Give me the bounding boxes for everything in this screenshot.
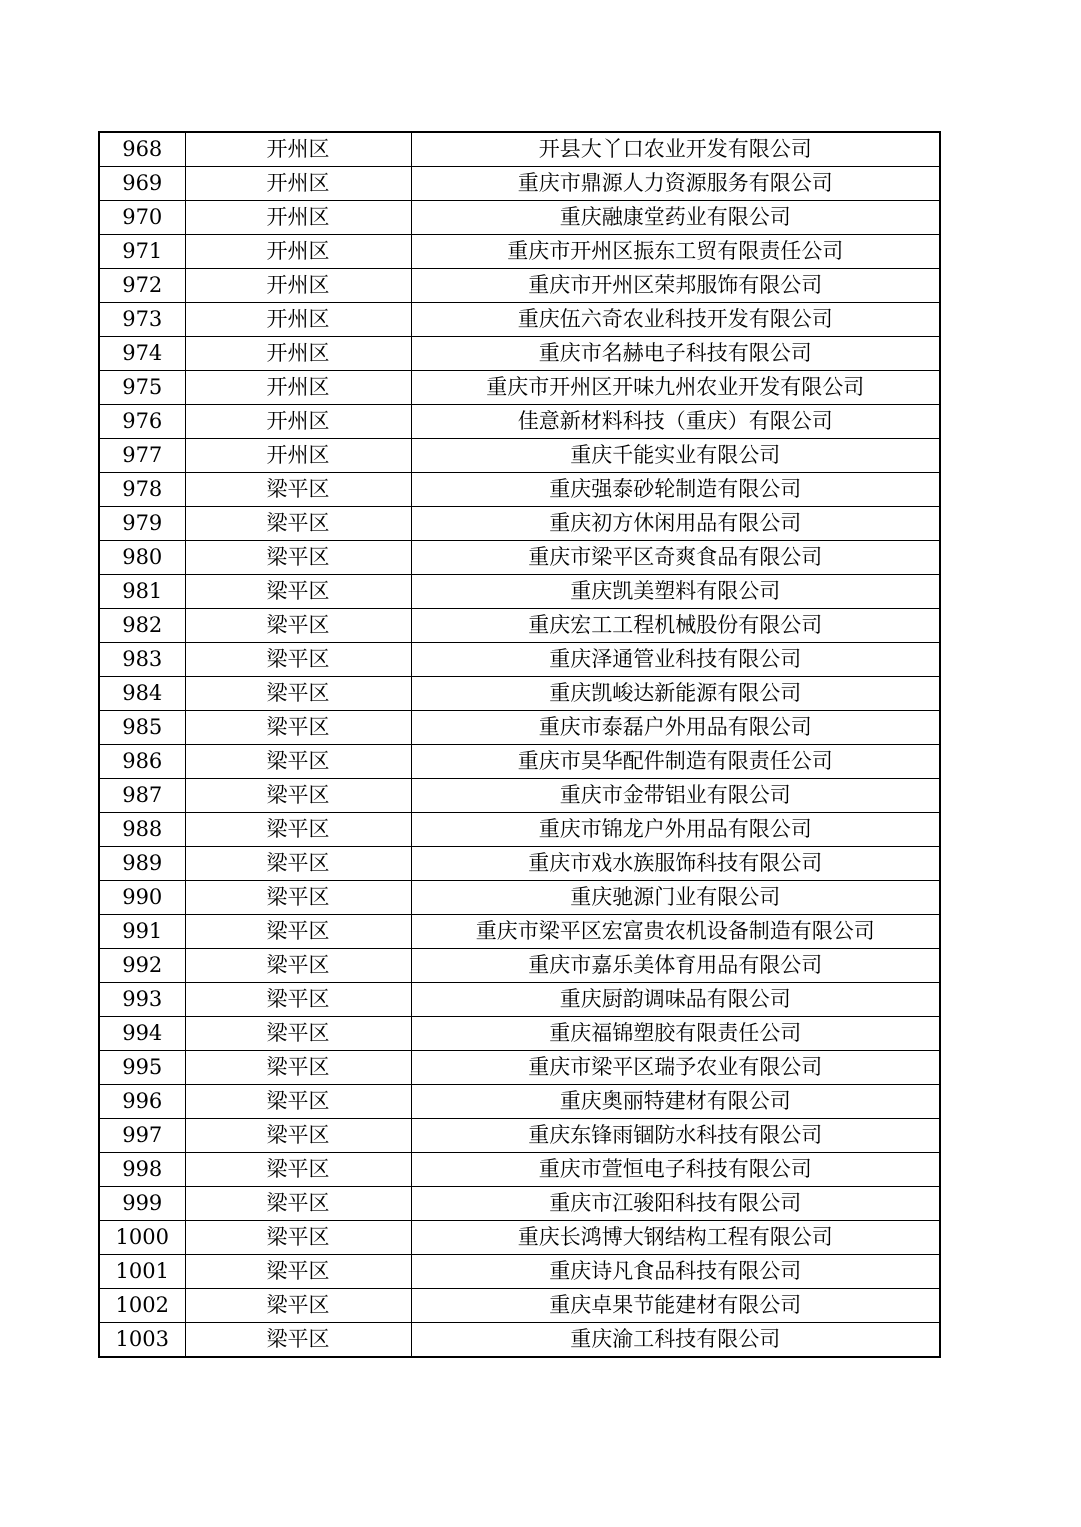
district-cell: 开州区	[185, 132, 411, 167]
company-name-cell: 重庆市名赫电子科技有限公司	[411, 337, 940, 371]
company-list-table	[98, 131, 941, 1358]
company-name-cell: 重庆市梁平区奇爽食品有限公司	[411, 541, 940, 575]
table-row	[99, 269, 940, 303]
district-cell: 梁平区	[185, 1255, 411, 1289]
district-cell: 开州区	[185, 337, 411, 371]
row-number-cell: 991	[99, 915, 185, 949]
district-cell: 梁平区	[185, 881, 411, 915]
district-cell: 开州区	[185, 439, 411, 473]
company-name-cell: 重庆宏工工程机械股份有限公司	[411, 609, 940, 643]
table-row	[99, 609, 940, 643]
district-cell: 梁平区	[185, 1289, 411, 1323]
district-cell: 梁平区	[185, 1187, 411, 1221]
company-name-cell: 重庆市梁平区宏富贵农机设备制造有限公司	[411, 915, 940, 949]
row-number-cell: 971	[99, 235, 185, 269]
table-row	[99, 405, 940, 439]
row-number-cell: 968	[99, 132, 185, 167]
row-number-cell: 995	[99, 1051, 185, 1085]
company-name-cell: 重庆市开州区开味九州农业开发有限公司	[411, 371, 940, 405]
company-name-cell: 重庆融康堂药业有限公司	[411, 201, 940, 235]
table-row	[99, 745, 940, 779]
district-cell: 梁平区	[185, 507, 411, 541]
company-name-cell: 重庆东锋雨锢防水科技有限公司	[411, 1119, 940, 1153]
table-row	[99, 881, 940, 915]
row-number-cell: 986	[99, 745, 185, 779]
district-cell: 开州区	[185, 405, 411, 439]
company-name-cell: 重庆市嘉乐美体育用品有限公司	[411, 949, 940, 983]
district-cell: 梁平区	[185, 1323, 411, 1358]
district-cell: 梁平区	[185, 1085, 411, 1119]
row-number-cell: 972	[99, 269, 185, 303]
row-number-cell: 1001	[99, 1255, 185, 1289]
table-row	[99, 1153, 940, 1187]
district-cell: 梁平区	[185, 1119, 411, 1153]
table-row	[99, 1085, 940, 1119]
company-name-cell: 重庆卓果节能建材有限公司	[411, 1289, 940, 1323]
district-cell: 梁平区	[185, 983, 411, 1017]
company-name-cell: 重庆市鼎源人力资源服务有限公司	[411, 167, 940, 201]
district-cell: 梁平区	[185, 575, 411, 609]
row-number-cell: 976	[99, 405, 185, 439]
table-row	[99, 847, 940, 881]
company-name-cell: 重庆市泰磊户外用品有限公司	[411, 711, 940, 745]
row-number-cell: 975	[99, 371, 185, 405]
company-name-cell: 重庆市金带铝业有限公司	[411, 779, 940, 813]
row-number-cell: 999	[99, 1187, 185, 1221]
row-number-cell: 981	[99, 575, 185, 609]
table-row	[99, 201, 940, 235]
table-row	[99, 915, 940, 949]
company-name-cell: 重庆初方休闲用品有限公司	[411, 507, 940, 541]
table-row	[99, 1017, 940, 1051]
row-number-cell: 980	[99, 541, 185, 575]
row-number-cell: 970	[99, 201, 185, 235]
row-number-cell: 985	[99, 711, 185, 745]
company-name-cell: 重庆福锦塑胶有限责任公司	[411, 1017, 940, 1051]
district-cell: 梁平区	[185, 847, 411, 881]
table-row	[99, 337, 940, 371]
district-cell: 梁平区	[185, 949, 411, 983]
table-row	[99, 1221, 940, 1255]
company-name-cell: 重庆泽通管业科技有限公司	[411, 643, 940, 677]
district-cell: 梁平区	[185, 813, 411, 847]
district-cell: 梁平区	[185, 1153, 411, 1187]
table-row	[99, 575, 940, 609]
row-number-cell: 984	[99, 677, 185, 711]
district-cell: 梁平区	[185, 1221, 411, 1255]
row-number-cell: 1003	[99, 1323, 185, 1358]
table-row	[99, 1187, 940, 1221]
row-number-cell: 1000	[99, 1221, 185, 1255]
district-cell: 梁平区	[185, 1051, 411, 1085]
table-row	[99, 303, 940, 337]
company-name-cell: 重庆长鸿博大钢结构工程有限公司	[411, 1221, 940, 1255]
table-row	[99, 507, 940, 541]
district-cell: 开州区	[185, 167, 411, 201]
district-cell: 梁平区	[185, 1017, 411, 1051]
table-row	[99, 1289, 940, 1323]
company-name-cell: 重庆强泰砂轮制造有限公司	[411, 473, 940, 507]
table-row	[99, 779, 940, 813]
district-cell: 开州区	[185, 371, 411, 405]
table-row	[99, 1051, 940, 1085]
company-name-cell: 重庆市梁平区瑞予农业有限公司	[411, 1051, 940, 1085]
row-number-cell: 988	[99, 813, 185, 847]
district-cell: 梁平区	[185, 779, 411, 813]
table-row	[99, 473, 940, 507]
table-body	[99, 132, 940, 1357]
table-row	[99, 643, 940, 677]
table-row	[99, 949, 940, 983]
company-name-cell: 重庆奥丽特建材有限公司	[411, 1085, 940, 1119]
table-row	[99, 983, 940, 1017]
row-number-cell: 990	[99, 881, 185, 915]
table-row	[99, 711, 940, 745]
table-row	[99, 813, 940, 847]
row-number-cell: 982	[99, 609, 185, 643]
table-row	[99, 1255, 940, 1289]
company-name-cell: 重庆市戏水族服饰科技有限公司	[411, 847, 940, 881]
company-name-cell: 重庆凯峻达新能源有限公司	[411, 677, 940, 711]
company-name-cell: 重庆渝工科技有限公司	[411, 1323, 940, 1358]
table-row	[99, 235, 940, 269]
row-number-cell: 992	[99, 949, 185, 983]
district-cell: 开州区	[185, 269, 411, 303]
table-row	[99, 1119, 940, 1153]
company-name-cell: 重庆诗凡食品科技有限公司	[411, 1255, 940, 1289]
row-number-cell: 989	[99, 847, 185, 881]
district-cell: 开州区	[185, 303, 411, 337]
row-number-cell: 996	[99, 1085, 185, 1119]
company-name-cell: 重庆市开州区振东工贸有限责任公司	[411, 235, 940, 269]
company-name-cell: 重庆凯美塑料有限公司	[411, 575, 940, 609]
row-number-cell: 978	[99, 473, 185, 507]
row-number-cell: 979	[99, 507, 185, 541]
row-number-cell: 994	[99, 1017, 185, 1051]
district-cell: 梁平区	[185, 541, 411, 575]
row-number-cell: 974	[99, 337, 185, 371]
district-cell: 梁平区	[185, 745, 411, 779]
table-row	[99, 541, 940, 575]
company-name-cell: 重庆千能实业有限公司	[411, 439, 940, 473]
row-number-cell: 977	[99, 439, 185, 473]
table-row	[99, 167, 940, 201]
company-name-cell: 重庆驰源门业有限公司	[411, 881, 940, 915]
company-name-cell: 重庆市锦龙户外用品有限公司	[411, 813, 940, 847]
row-number-cell: 987	[99, 779, 185, 813]
district-cell: 梁平区	[185, 643, 411, 677]
company-name-cell: 佳意新材料科技（重庆）有限公司	[411, 405, 940, 439]
table-row	[99, 1323, 940, 1358]
company-name-cell: 重庆市江骏阳科技有限公司	[411, 1187, 940, 1221]
table-row	[99, 132, 940, 167]
district-cell: 梁平区	[185, 915, 411, 949]
company-name-cell: 重庆市开州区荣邦服饰有限公司	[411, 269, 940, 303]
row-number-cell: 998	[99, 1153, 185, 1187]
district-cell: 梁平区	[185, 677, 411, 711]
row-number-cell: 969	[99, 167, 185, 201]
company-name-cell: 重庆伍六奇农业科技开发有限公司	[411, 303, 940, 337]
table-row	[99, 439, 940, 473]
company-name-cell: 重庆市昊华配件制造有限责任公司	[411, 745, 940, 779]
row-number-cell: 997	[99, 1119, 185, 1153]
row-number-cell: 983	[99, 643, 185, 677]
district-cell: 梁平区	[185, 711, 411, 745]
row-number-cell: 973	[99, 303, 185, 337]
district-cell: 开州区	[185, 235, 411, 269]
district-cell: 开州区	[185, 201, 411, 235]
row-number-cell: 1002	[99, 1289, 185, 1323]
district-cell: 梁平区	[185, 609, 411, 643]
table-row	[99, 677, 940, 711]
district-cell: 梁平区	[185, 473, 411, 507]
company-name-cell: 重庆厨韵调味品有限公司	[411, 983, 940, 1017]
company-name-cell: 开县大丫口农业开发有限公司	[411, 132, 940, 167]
row-number-cell: 993	[99, 983, 185, 1017]
table-row	[99, 371, 940, 405]
company-name-cell: 重庆市萱恒电子科技有限公司	[411, 1153, 940, 1187]
